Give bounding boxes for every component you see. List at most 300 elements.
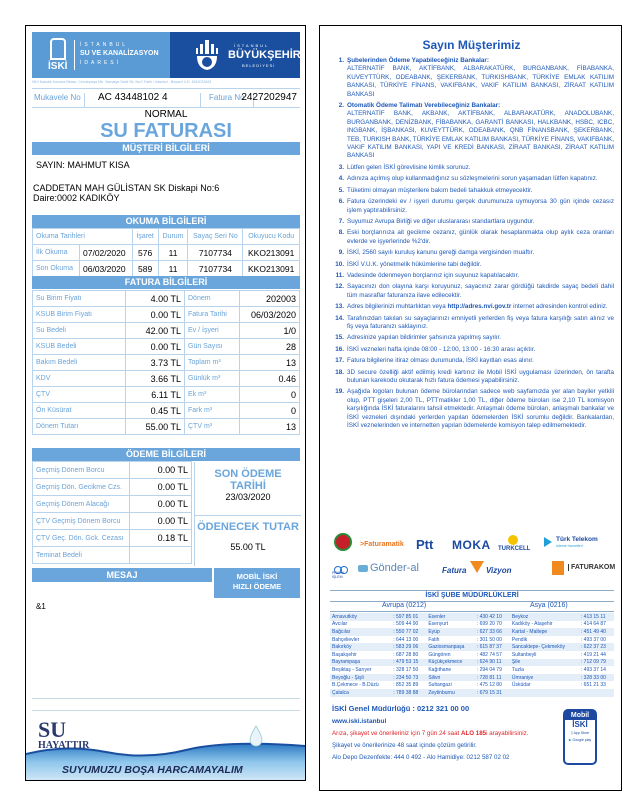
branch-name: Pendik (511, 636, 528, 643)
notice-item (330, 187, 614, 195)
water-banner (26, 714, 305, 780)
branch-phone: : 475 12 80 (476, 682, 502, 689)
branch-phone: : 451 49 40 (579, 628, 614, 636)
branch-name: Kağıthane (428, 666, 452, 673)
payment-row (33, 462, 192, 479)
reading-date: 06/03/2020 (80, 261, 133, 277)
notice-item (330, 334, 614, 342)
branch-row (330, 681, 614, 689)
notice-item (330, 388, 614, 430)
branch-phone: : 624 90 11 (475, 659, 510, 667)
partner-vizyon: Vizyon (486, 566, 512, 575)
notice-item (330, 229, 614, 246)
payment-value (130, 547, 192, 564)
iski-name-line2: SU VE KANALİZASYON (80, 50, 159, 57)
notice-item-heading: Otomatik Ödeme Talimatı Verebileceğiniz Bankalar: (347, 102, 501, 110)
invoice-label: Gün Sayısı (185, 339, 240, 355)
reading-isaret: 589 (132, 261, 158, 277)
branch-phone: : 651 21 33 (580, 682, 606, 689)
branch-phone: : 712 09 79 (579, 659, 614, 667)
mobile-fast-pay-line2: HIZLI ÖDEME (232, 582, 282, 591)
website-link[interactable]: www.iski.istanbul (332, 718, 387, 725)
branches-rule-mid (330, 601, 614, 602)
mobile-badge-line2: İSKİ (572, 720, 588, 729)
invoice-value: 28 (240, 339, 300, 355)
branch-phone: : 550 77 02 (391, 628, 426, 636)
notice-item-number: 8. (338, 229, 344, 237)
invoice-row (33, 307, 300, 323)
payment-label: ÇTV Geçmiş Dönem Borcu (33, 513, 130, 530)
invoice-label: Ev / İşyeri (185, 323, 240, 339)
branch-phone: : 482 74 57 (476, 651, 502, 658)
company-address: İSKİ Katodik Koruma Binası, Cerrahpaşa Mh. Samatya Sahil Sk. No:2 Fatih / İstanbul - Beyazıt V.D. 4810033481 (32, 80, 212, 84)
invoice-label: Ön Küsürat (33, 403, 126, 419)
branch-row (330, 689, 614, 697)
partner-ptt: Ptt (416, 537, 434, 552)
due-date-value: 23/03/2020 (225, 492, 271, 502)
customer-address-line2: Daire:0002 KADIKÖY (33, 193, 120, 203)
reading-label: Son Okuma (33, 261, 80, 277)
notice-item-text: Adınıza açılmış olup kullanmadığınız su sözleşmelerini sorun yaşamadan lütfen kapatınız. (347, 175, 598, 183)
faturakom-logo-icon (552, 561, 564, 575)
invoice-section-header: FATURA BİLGİLERİ (32, 276, 300, 289)
payment-row (33, 479, 192, 496)
notice-item-text: Tüketimi olmayan müşterilere bakım bedeli tahakkuk etmeyecektir. (347, 186, 533, 194)
notice-item (330, 218, 614, 226)
branch-phone: : 294 04 79 (476, 666, 502, 673)
invoice-label: ÇTV m³ (185, 419, 240, 435)
banner-slogan: SUYUMUZU BOŞA HARCAMAYALIM (62, 764, 243, 776)
col-okuma-tarihleri: Okuma Tarihleri (33, 229, 133, 245)
footer-rule-2 (32, 710, 300, 711)
branch-phone: : 627 33 66 (475, 628, 510, 636)
notice-item-number: 5. (338, 186, 344, 194)
payment-value: 0.00 TL (130, 513, 192, 530)
fatura-no-label: Fatura No (200, 93, 254, 107)
bill-back (319, 25, 622, 791)
invoice-row (33, 323, 300, 339)
notice-item-number: 7. (338, 217, 344, 225)
payment-value: 0.00 TL (130, 496, 192, 513)
branch-name: Esenyurt (428, 621, 449, 628)
payment-partners (330, 531, 614, 591)
invoice-value: 55.00 TL (126, 419, 185, 435)
branch-phone: : 583 29 06 (391, 643, 426, 651)
branch-name: Esenler (426, 613, 475, 621)
bill-front (25, 25, 306, 781)
iski-name-line1: İSTANBUL (80, 42, 129, 48)
notice-item-number: 2. (338, 102, 344, 110)
branch-name: Bayrampaşa (330, 659, 391, 667)
ibb-name-line2: BÜYÜKŞEHİR (228, 49, 301, 61)
branch-phone: : 430 42 10 (475, 613, 510, 621)
banner-su: SU (38, 717, 67, 742)
notice-item-number: 15. (335, 334, 344, 342)
col-isaret: İşaret (132, 229, 158, 245)
notice-item-number: 10. (335, 260, 344, 268)
invoice-label: Su Birim Fiyatı (33, 291, 126, 307)
notice-item-number: 11. (335, 271, 344, 279)
notice-item-number: 4. (338, 175, 344, 183)
ibb-logo-panel (170, 32, 300, 78)
branch-name: Bağcılar (330, 628, 391, 636)
notice-item (330, 357, 614, 365)
invoice-label: Toplam m³ (185, 355, 240, 371)
header-banner (32, 32, 300, 78)
branch-phone: : 493 37 00 (580, 636, 606, 643)
branch-name: B.Çekmece - B.Düzü (332, 682, 379, 689)
branch-name: Sultanbeyli (511, 651, 537, 658)
alo-line: Arıza, şikayet ve önerileriniz için 7 gün 24 saat ALO 185i arayabilirsiniz. (332, 730, 529, 737)
ibb-name-line1: İSTANBUL (234, 43, 270, 48)
branch-phone (579, 689, 614, 697)
reading-header-row (33, 229, 300, 245)
invoice-value: 202003 (240, 291, 300, 307)
partner-gonder-al: Gönder-al (370, 562, 419, 574)
reading-durum: 11 (158, 261, 188, 277)
branch-phone: : 301 50 00 (476, 636, 502, 643)
notice-item-text: İSKİ vezneleri hafta içinde 08:00 - 12:00, 13:00 - 16:30 arası açıktır. (347, 345, 536, 353)
payment-row (33, 513, 192, 530)
branch-name (510, 689, 579, 697)
branches-asia-header: Asya (0216) (530, 602, 568, 609)
iski-logo-mark-icon (50, 38, 66, 60)
branch-name: Üsküdar (511, 682, 531, 689)
branch-row (330, 636, 614, 644)
notice-item-text: ALTERNATİF BANK, AKBANK, AKTİFBANK, ALBARAKATÜRK, ANADOLUBANK, BURGANBANK, DENİZBANK, FİBABANKA, GARANTİ BANKASI, HALKBANK, HSBC, ICBC, INGBANK, İŞBANKASI, KUVEYTTÜRK, ODEABANK, QNB FİNANSBANK, ŞEKERBANK, TEB, TURKISH BANK, TÜRKİYE EMLAK KATILIM BANKASI, TÜRKİYE FİNANS, VAKIFBANK, VAKIF KATILIM BANKASI, YAPI VE KREDİ BANKASI, ZİRAAT BANKASI, ZİRAAT KATILIM BANKASI (347, 110, 614, 160)
invoice-label: Dönem (185, 291, 240, 307)
branch-name: Küçükçekmece (426, 659, 475, 667)
branch-name: Beykoz (510, 613, 579, 621)
fatura-no-value: 2427202947 (241, 92, 297, 103)
customer-section-header: MÜŞTERİ BİLGİLERİ (32, 142, 300, 155)
notice-item-number: 3. (338, 163, 344, 171)
invoice-label: Ek m³ (185, 387, 240, 403)
notice-item-text: Sayacınızı don olayına karşı koruyunuz, sayacınız zarar gördüğü takdirde sayaç bedeli dahil tüm masraflar faturanıza ilave edilecektir. (347, 283, 614, 299)
branch-name: Bakırköy (330, 643, 391, 651)
branch-name: Fatih (428, 636, 440, 643)
branch-phone: : 852 35 89 (393, 682, 419, 689)
reading-kod: KKO213091 (243, 261, 300, 277)
invoice-value: 13 (240, 419, 300, 435)
col-okuyucu-kodu: Okuyucu Kodu (243, 229, 300, 245)
notice-item (330, 57, 614, 99)
branch-name: Kadıköy - Ataşehir (511, 621, 553, 628)
invoice-label: Günlük m³ (185, 371, 240, 387)
invoice-value: 13 (240, 355, 300, 371)
branch-name: Başakşehir (332, 651, 357, 658)
branches-europe-header: Avrupa (0212) (382, 602, 427, 609)
branches-table (330, 613, 614, 697)
invoice-value: 0.46 (240, 371, 300, 387)
notice-item (330, 175, 614, 183)
notice-item (330, 346, 614, 354)
mukavele-label: Mukavele No (34, 93, 85, 107)
invoice-value: 0 (240, 403, 300, 419)
reading-row-last (33, 261, 300, 277)
reading-kod: KKO213091 (243, 245, 300, 261)
notice-item (330, 315, 614, 332)
partner-turk-telekom-sub: ödeme hizmetleri (556, 544, 583, 548)
notice-item-text: Adresinize yapılan bildirimler şahsınıza yapılmış sayılır. (347, 334, 501, 342)
branch-row (330, 674, 614, 682)
mobile-fast-pay-line1: MOBİL İSKİ (236, 572, 278, 581)
branch-row (330, 628, 614, 636)
branches-rule-top (330, 590, 614, 591)
invoice-row (33, 371, 300, 387)
reading-table (32, 228, 300, 277)
notice-item (330, 164, 614, 172)
branch-name: Silivri (426, 674, 475, 682)
iski-logo-text: İSKİ (48, 61, 68, 72)
invoice-value: 6.11 TL (126, 387, 185, 403)
partner-moka: MOKA (452, 538, 491, 552)
message-section-header: MESAJ (32, 568, 212, 582)
phone-icon: ▯ (570, 731, 573, 735)
branch-name: Beşiktaş - Sarıyer (332, 666, 372, 673)
hq-phone: İSKİ Genel Müdürlüğü : 0212 321 00 00 (332, 704, 470, 713)
notice-item (330, 198, 614, 215)
branch-row (330, 621, 614, 629)
notice-item-number: 17. (335, 357, 344, 365)
play-icon: ▶ (568, 738, 572, 742)
invoice-label: KSUB Birim Fiyatı (33, 307, 126, 323)
invoice-row (33, 355, 300, 371)
reading-seri: 7107734 (188, 261, 243, 277)
branch-phone: : 509 44 90 (393, 621, 419, 628)
turkcell-logo-icon (508, 535, 518, 545)
invoice-value: 4.00 TL (126, 291, 185, 307)
invoice-value: 06/03/2020 (240, 307, 300, 323)
branch-phone: : 328 33 00 (579, 674, 614, 682)
payment-summary (194, 462, 301, 566)
customer-name: SAYIN: MAHMUT KISA (36, 160, 130, 170)
invoice-value: 0.45 TL (126, 403, 185, 419)
invoice-value: 0 (240, 387, 300, 403)
branch-row (330, 666, 614, 674)
amount-due-label: ÖDENECEK TUTAR (197, 521, 299, 533)
iski-logo-panel (32, 32, 170, 78)
ibb-emblem-icon (194, 38, 220, 72)
iski-logo (48, 38, 70, 72)
branch-phone: : 597 85 01 (391, 613, 426, 621)
branch-name: Zeytinburnu (426, 689, 475, 697)
branch-phone: : 679 15 31 (475, 689, 510, 697)
reading-durum: 11 (158, 245, 188, 261)
payment-label: Geçmiş Dönem Alacağı (33, 496, 130, 513)
notice-item-text: Fatura bilgilerine itiraz olması durumunda, İSKİ kayıtları esas alınır. (347, 357, 534, 365)
payment-label: Teminat Bedeli (33, 547, 130, 564)
branch-name: Eyüp (426, 628, 475, 636)
notice-item-text: İSKİ, 2560 sayılı kuruluş kanunu gereği damga vergisinden muaftır. (347, 249, 535, 257)
reading-seri: 7107734 (188, 245, 243, 261)
branch-phone: : 328 17 50 (393, 666, 419, 673)
mukavele-value: AC 43448102 4 (98, 92, 168, 103)
notice-item-text: Tarafınızdan takılan su sayaçlarınızı emniyetli yerlerden fiş veya fatura karşılığı satın alınız ve fiş veya faturanızı saklayınız. (347, 314, 614, 330)
notice-item-text: Vadesinde ödenmeyen borçlarınız için suyunuz kapatılacaktır. (347, 271, 520, 279)
amount-due-value: 55.00 TL (230, 542, 266, 552)
branch-name: Güngören (428, 651, 451, 658)
alo-depo-line: Alo Depo Dezenfekte: 444 0 492 - Alo Hamidiye: 0212 587 02 02 (332, 754, 510, 761)
notice-item-text: Lütfen gelen İSKİ görevlisine kimlik sorunuz. (347, 163, 471, 171)
partner-pratik-islem: PRATİK İŞLEM (332, 571, 345, 579)
col-durum: Durum (158, 229, 188, 245)
branch-phone: : 699 20 70 (476, 621, 502, 628)
invoice-label: KSUB Bedeli (33, 339, 126, 355)
footer-rule-1 (32, 698, 300, 699)
notice-title: Sayın Müşterimiz (422, 38, 521, 52)
payment-value: 0.18 TL (130, 530, 192, 547)
iski-name-line3: İDARESİ (80, 60, 122, 66)
branch-phone: : 728 81 11 (475, 674, 510, 682)
reading-isaret: 576 (132, 245, 158, 261)
gonder-al-logo-icon (358, 565, 368, 572)
payment-label: ÇTV Geç. Dön. Gck. Cezası (33, 530, 130, 547)
notice-item-text: Adres bilgilerinizi muhtarlıktan veya (347, 303, 448, 311)
payment-table (32, 461, 192, 564)
customer-address-line1: CADDETAN MAH GÜLİSTAN SK Diskapi No:6 (33, 183, 220, 193)
message-text: &1 (36, 602, 46, 611)
invoice-label: Fatura Tarihi (185, 307, 240, 323)
payment-row (33, 530, 192, 547)
branch-name: Avcılar (332, 621, 348, 628)
notice-item-text: 3D secure özelliği aktif edilmiş kredi kartınız ile Mobil İSKİ uygulaması üzerinden, ön tarafta bulunan karekodu okutarak hızlı fatura ödemesi yapabilirsiniz. (347, 368, 614, 384)
invoice-label: Su Bedeli (33, 323, 126, 339)
invoice-type: NORMAL (144, 109, 188, 120)
notice-item (330, 369, 614, 386)
branch-name: Şile (510, 659, 579, 667)
payment-label: Geçmiş Dönem Borcu (33, 462, 130, 479)
notice-item (330, 102, 614, 161)
notice-item (330, 272, 614, 280)
summary-divider (195, 515, 301, 516)
partner-faturamatik: >Faturamatik (360, 541, 404, 548)
notice-item-text: Aşağıda logoları bulunan ödeme bürolarından sadece web sayfamızda yer alan bayiler yetkili olup, PTT gişeleri 2,00 TL, PTTmatikler 1,00 TL, diğer ödeme büroları ise 2,10 TL komisyon karşılığında İSKİ faturalarını tahsil etmektedir. Anlaşmalı ödeme büroları, anlaşmalı bankalar ve İSKİ vezneleri dışındaki yerlerden yapılan ödemelerden İSKİ sorumlu değildir. Bankalardan, İSKİ veznelerinden ve internetten yapılan ödemelerde komisyon talep edilmemektedir. (347, 388, 614, 430)
branch-phone: : 687 28 80 (393, 651, 419, 658)
fatura-vizyon-logo-icon (470, 561, 484, 573)
invoice-value: 1/0 (240, 323, 300, 339)
reading-row-first (33, 245, 300, 261)
branch-name: Çatalca (330, 689, 391, 697)
reading-date: 07/02/2020 (80, 245, 133, 261)
invoice-label: Fark m³ (185, 403, 240, 419)
reading-label: İlk Okuma (33, 245, 80, 261)
reading-section-header: OKUMA BİLGİLERİ (32, 215, 300, 228)
logo-divider (74, 40, 75, 70)
branch-name: Kartal - Maltepe (510, 628, 579, 636)
mobile-iski-badge[interactable] (563, 709, 597, 765)
branch-row (330, 651, 614, 659)
notice-item-number: 9. (338, 249, 344, 257)
branch-name: Gaziosmanpaşa (426, 643, 475, 651)
notice-item-text: internet adresinden kontrol ediniz. (511, 303, 608, 311)
invoice-value: 3.66 TL (126, 371, 185, 387)
notice-item-text: ALTERNATİF BANK, AKTİFBANK, ALBARAKATÜRK, BURGANBANK, FİBABANKA, KUVEYTTÜRK, ODEABANK, ŞEKERBANK, TURKISHBANK, TÜRKİYE EMLAK KATILIM BANKASI, TÜRKİYE FİNANS, VAKIFBANK, VAKIF KATILIM BANKASI, ZİRAAT KATILIM BANKASI (347, 65, 614, 98)
mobile-fast-pay-button[interactable] (214, 568, 300, 598)
notice-item-text: Eski borçlarınıza ait gecikme cezanız, günlük olarak hesaplanmakta olup aylık ceza oranları evlerde ve işyerlerinde %2'dir. (347, 229, 614, 245)
branch-name: Sancaktepe- Çekmeköy (510, 643, 579, 651)
notice-item-text: Suyumuz Avrupa Birliği ve diğer uluslararası standartlara uygundur. (347, 217, 535, 225)
notice-item-text: Fatura üzerindeki ev / işyeri durumu gerçek durumunuza uymuyorsa 30 gün içinde cezasız işlem yaptırabilirsiniz. (347, 198, 614, 214)
pratik-islem-logo-icon (334, 561, 348, 569)
branch-phone: : 644 13 00 (393, 636, 419, 643)
notice-list (330, 57, 614, 433)
invoice-label: Bakım Bedeli (33, 355, 126, 371)
notice-item-text: İSKİ V.U.K. yönetmelik hükümlerine tabi değildir. (347, 260, 482, 268)
google-play-link[interactable]: ▶ Google play (568, 738, 592, 742)
notice-item-number: 12. (335, 283, 344, 291)
invoice-row (33, 403, 300, 419)
branch-phone: : 615 87 37 (475, 643, 510, 651)
branch-row (330, 613, 614, 621)
col-sayac-seri-no: Sayaç Seri No (188, 229, 243, 245)
notice-item-number: 13. (335, 303, 344, 311)
ibb-name-line3: BELEDİYESİ (242, 63, 276, 68)
notice-item (330, 249, 614, 257)
partner-faturakom: FATURAKOM (568, 564, 615, 571)
branch-name: Beyoğlu - Şişli (330, 674, 391, 682)
invoice-title: SU FATURASI (100, 120, 232, 142)
nvi-link[interactable]: http://adres.nvi.gov.tr (447, 303, 512, 311)
banner-hayattir: HAYATTIR (38, 740, 90, 751)
notice-item-number: 18. (335, 368, 344, 376)
invoice-label: ÇTV (33, 387, 126, 403)
payment-label: Geçmiş Dön. Gecikme Czs. (33, 479, 130, 496)
invoice-value: 0.00 TL (126, 339, 185, 355)
invoice-value: 0.00 TL (126, 307, 185, 323)
payment-value: 0.00 TL (130, 462, 192, 479)
notice-item (330, 283, 614, 300)
branch-row (330, 643, 614, 651)
payment-section-header: ÖDEME BİLGİLERİ (32, 448, 300, 461)
notice-item-number: 14. (335, 314, 344, 322)
notice-item (330, 303, 614, 311)
notice-item-number: 1. (338, 57, 344, 64)
branch-phone: : 419 21 44 (580, 651, 606, 658)
complaint-line: Şikayet ve önerilerinize 48 saat içinde çözüm getirilir. (332, 742, 477, 749)
branch-phone: : 479 53 15 (391, 659, 426, 667)
branch-phone: : 234 50 73 (391, 674, 426, 682)
invoice-value: 42.00 TL (126, 323, 185, 339)
turk-telekom-logo-icon (544, 537, 552, 547)
notice-item-number: 6. (338, 198, 344, 206)
payment-row (33, 547, 192, 564)
partner-fatura: Fatura (442, 566, 467, 575)
due-date-label: SON ÖDEME TARİHİ (214, 468, 282, 492)
invoice-table (32, 290, 300, 435)
branches-title: İSKİ ŞUBE MÜDÜRLÜKLERİ (425, 592, 519, 599)
notice-item-heading: Şubelerinden Ödeme Yapabileceğiniz Bankalar: (347, 57, 489, 64)
notice-item-number: 16. (335, 345, 344, 353)
invoice-row (33, 291, 300, 307)
branch-phone: : 493 37 14 (580, 666, 606, 673)
branches-rule-bottom (330, 611, 614, 612)
branch-name: Sultangazi (428, 682, 452, 689)
branch-phone: : 622 37 23 (579, 643, 614, 651)
partner-logo-round-icon (334, 533, 352, 551)
invoice-row (33, 339, 300, 355)
contract-row (32, 88, 300, 108)
invoice-label: KDV (33, 371, 126, 387)
branch-phone: : 413 15 11 (579, 613, 614, 621)
notice-item (330, 261, 614, 269)
notice-item-number: 19. (335, 388, 344, 396)
branch-phone: : 414 64 87 (580, 621, 606, 628)
branch-name: Bahçelievler (332, 636, 360, 643)
branch-name: Ümraniye (510, 674, 579, 682)
invoice-value: 3.73 TL (126, 355, 185, 371)
app-store-link[interactable]: ▯ App Store (570, 731, 590, 735)
